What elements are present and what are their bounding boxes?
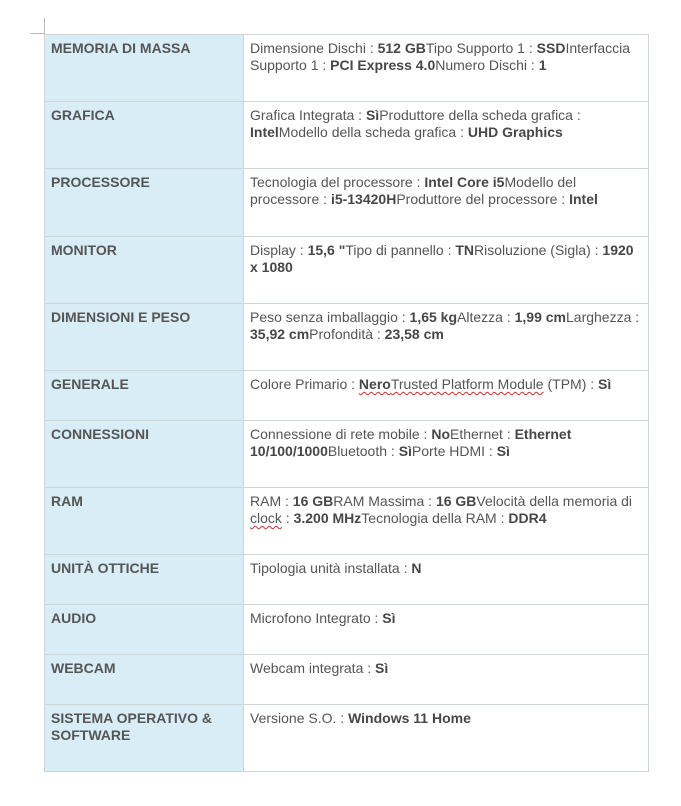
spec-label: UNITÀ OTTICHE xyxy=(45,555,244,605)
spec-value-strong: 1,99 cm xyxy=(514,309,566,325)
crop-mark-horizontal xyxy=(30,33,45,34)
spec-value xyxy=(244,102,649,169)
spec-value-text: : xyxy=(281,510,294,526)
spec-value-strong: 3.200 MHz xyxy=(293,510,362,526)
spec-value-text: Larghezza : xyxy=(566,309,640,325)
spec-value-strong: DDR4 xyxy=(508,510,547,526)
spec-value-text: Versione S.O. : xyxy=(250,710,349,726)
spec-value-text: Display : xyxy=(250,242,308,258)
spec-value-text: Produttore della scheda grafica : xyxy=(379,107,581,123)
spec-value-text: Porte HDMI : xyxy=(411,443,497,459)
spec-value-text: Profondità : xyxy=(309,326,385,342)
spec-row xyxy=(45,705,649,772)
spec-value-strong: Sì xyxy=(398,443,412,459)
spec-row xyxy=(45,655,649,705)
spec-value-strong: 35,92 cm xyxy=(250,326,310,342)
spec-value xyxy=(244,705,649,772)
spec-value-text: Modello della scheda grafica : xyxy=(278,124,468,140)
spec-value-strong: Nero xyxy=(358,376,391,392)
spec-value xyxy=(244,35,649,102)
spec-value-strong: 16 GB xyxy=(292,493,334,509)
spec-value-text: Interfaccia Supporto 1 : xyxy=(250,40,631,73)
spec-value-text: Velocità della memoria di xyxy=(476,493,633,509)
spec-value-strong: Sì xyxy=(496,443,510,459)
spec-label: SISTEMA OPERATIVO & SOFTWARE xyxy=(45,705,244,772)
spec-value-text: Webcam integrata : xyxy=(250,660,376,676)
spec-value-text: Tipo di pannello : xyxy=(345,242,456,258)
spec-value-text: Bluetooth : xyxy=(327,443,399,459)
spec-value-strong: SSD xyxy=(536,40,566,56)
spec-label: DIMENSIONI E PESO xyxy=(45,304,244,371)
spec-value-text: Tecnologia della RAM : xyxy=(361,510,509,526)
spec-value xyxy=(244,555,649,605)
spec-row xyxy=(45,304,649,371)
spec-label: AUDIO xyxy=(45,605,244,655)
spec-value xyxy=(244,237,649,304)
spec-value-text: Tecnologia del processore : xyxy=(250,174,425,190)
spec-value-strong: N xyxy=(411,560,422,576)
spec-value-strong: Sì xyxy=(382,610,396,626)
spec-row xyxy=(45,488,649,555)
spec-label: MONITOR xyxy=(45,237,244,304)
spec-value-strong: 1,65 kg xyxy=(409,309,458,325)
spec-value-text: Grafica Integrata : xyxy=(250,107,366,123)
spec-row xyxy=(45,237,649,304)
spec-value-text: Ethernet : xyxy=(450,426,515,442)
spec-label: WEBCAM xyxy=(45,655,244,705)
spec-value-text: Connessione di rete mobile : xyxy=(250,426,432,442)
spec-value-strong: Ethernet 10/100/1000 xyxy=(250,426,572,459)
spec-value xyxy=(244,421,649,488)
spec-value xyxy=(244,169,649,237)
spec-value-text: Produttore del processore : xyxy=(396,191,570,207)
spec-row xyxy=(45,421,649,488)
spec-label: CONNESSIONI xyxy=(45,421,244,488)
spec-value-text: Tipo Supporto 1 : xyxy=(425,40,537,56)
spec-value-strong: UHD Graphics xyxy=(467,124,563,140)
spec-value-strong: 16 GB xyxy=(435,493,477,509)
spec-value-strong: 512 GB xyxy=(377,40,426,56)
spec-table xyxy=(44,34,649,772)
spec-value-strong: Windows 11 Home xyxy=(348,710,471,726)
spec-table-body xyxy=(45,35,649,772)
spec-value-text: Altezza : xyxy=(457,309,515,325)
spec-value-strong: i5-13420H xyxy=(330,191,397,207)
spec-value-strong: 23,58 cm xyxy=(384,326,444,342)
spec-value-text: Modello del processore : xyxy=(250,174,577,207)
spec-label: MEMORIA DI MASSA xyxy=(45,35,244,102)
spec-value-strong: PCI Express 4.0 xyxy=(330,57,436,73)
spec-value-text: Tipologia unità installata : xyxy=(250,560,412,576)
spec-value-strong: 1 xyxy=(538,57,547,73)
spec-value-text: Risoluzione (Sigla) : xyxy=(474,242,603,258)
spec-value xyxy=(244,655,649,705)
spec-label: GENERALE xyxy=(45,371,244,421)
spec-value-text: Dimensione Dischi : xyxy=(250,40,378,56)
spec-value-text: Numero Dischi : xyxy=(435,57,539,73)
spec-value-text: Microfono Integrato : xyxy=(250,610,383,626)
spec-value-strong: Sì xyxy=(375,660,389,676)
spec-value-strong: Sì xyxy=(598,376,612,392)
spec-row xyxy=(45,605,649,655)
spec-value-text: RAM : xyxy=(250,493,293,509)
spec-value-strong: Intel Core i5 xyxy=(424,174,505,190)
spec-value-text: RAM Massima : xyxy=(333,493,436,509)
spec-value xyxy=(244,304,649,371)
spec-value xyxy=(244,605,649,655)
spec-value-strong: No xyxy=(431,426,450,442)
spec-value-text: (TPM) : xyxy=(543,376,599,392)
spec-value-strong: Intel xyxy=(569,191,598,207)
spec-value xyxy=(244,371,649,421)
spec-row xyxy=(45,555,649,605)
spec-row xyxy=(45,102,649,169)
spec-value-text: clock xyxy=(250,510,282,526)
spec-value-strong: 1920 x 1080 xyxy=(250,242,634,275)
spec-row xyxy=(45,371,649,421)
spec-value-text: Trusted Platform Module xyxy=(390,376,544,392)
spec-value-strong: Intel xyxy=(250,124,279,140)
spec-label: GRAFICA xyxy=(45,102,244,169)
spec-value-strong: Sì xyxy=(365,107,380,123)
spec-value-strong: TN xyxy=(455,242,475,258)
spec-value-strong: 15,6 " xyxy=(307,242,346,258)
spec-row xyxy=(45,35,649,102)
spec-value-text: Peso senza imballaggio : xyxy=(250,309,410,325)
spec-value-text: Colore Primario : xyxy=(250,376,359,392)
spec-row xyxy=(45,169,649,237)
spec-label: RAM xyxy=(45,488,244,555)
spec-value xyxy=(244,488,649,555)
spec-label: PROCESSORE xyxy=(45,169,244,237)
crop-mark-vertical xyxy=(44,18,45,34)
